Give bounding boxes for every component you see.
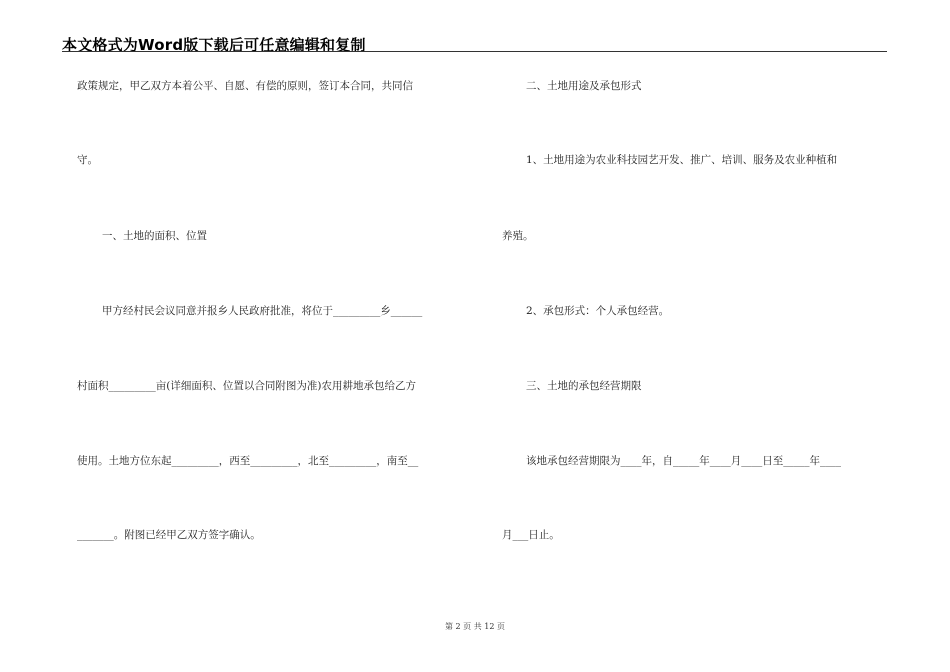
paragraph-line: 村面积_________亩(详细面积、位置以合同附图为准)农用耕地承包给乙方 xyxy=(77,380,416,392)
section-heading: 二、土地用途及承包形式 xyxy=(526,80,642,92)
section-heading: 三、土地的承包经营期限 xyxy=(526,380,642,392)
section-heading: 一、土地的面积、位置 xyxy=(102,230,207,242)
header-title: 本文格式为Word版下载后可任意编辑和复制 xyxy=(62,36,366,54)
paragraph-line: 政策规定，甲乙双方本着公平、自愿、有偿的原则，签订本合同，共同信 xyxy=(77,80,413,92)
paragraph-line: 守。 xyxy=(77,154,98,166)
paragraph-line: 使用。土地方位东起_________，西至_________，北至_________，南至__ xyxy=(77,455,419,467)
page-number: 第 2 页 共 12 页 xyxy=(445,622,505,631)
paragraph-line: 1、土地用途为农业科技园艺开发、推广、培训、服务及农业种植和 xyxy=(526,154,838,166)
paragraph-line: 养殖。 xyxy=(502,230,534,242)
paragraph-line: 2、承包形式：个人承包经营。 xyxy=(526,305,670,317)
paragraph-line: 该地承包经营期限为____年，自_____年____月____日至_____年____ xyxy=(526,455,841,467)
paragraph-line: 甲方经村民会议同意并报乡人民政府批准，将位于_________乡______ xyxy=(102,305,423,317)
paragraph-line: 月___日止。 xyxy=(502,529,560,541)
header-divider xyxy=(62,51,887,52)
paragraph-line: _______。附图已经甲乙双方签字确认。 xyxy=(77,529,261,541)
